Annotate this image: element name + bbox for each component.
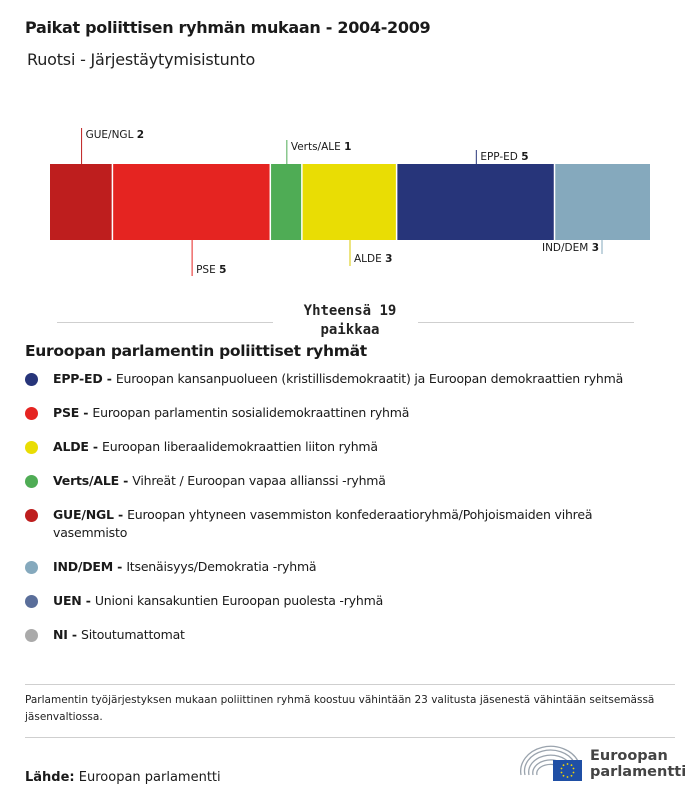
source-value: Euroopan parlamentti: [78, 770, 221, 785]
total-seats-label: [275, 302, 425, 340]
legend-dot-icon: [25, 561, 38, 574]
source-label: Lähde:: [25, 770, 75, 785]
legend-description: Sitoutumattomat: [81, 627, 185, 642]
legend-abbr: IND/DEM -: [53, 559, 127, 574]
legend-abbr: Verts/ALE -: [53, 473, 133, 488]
bar-label-alde: ALDE 3: [354, 253, 393, 265]
legend-description: Itsenäisyys/Demokratia -ryhmä: [126, 559, 317, 574]
footnote: Parlamentin työjärjestyksen mukaan poliittinen ryhmä koostuu vähintään 23 valitusta jäsenestä vähintään seitsemässä jäsenvaltiossa.: [25, 694, 655, 723]
logo-line2: parlamentti: [590, 764, 687, 780]
bar-label-gue-ngl: GUE/NGL 2: [85, 129, 145, 141]
legend-description: Euroopan kansanpuolueen (kristillisdemokraatit) ja Euroopan demokraattien ryhmä: [115, 371, 624, 386]
source: [25, 770, 221, 785]
logo-line1: Euroopan: [590, 748, 668, 764]
legend-dot-icon: [25, 509, 38, 522]
chart-title: Paikat poliittisen ryhmän mukaan - 2004-2009: [25, 18, 431, 37]
total-rule-right: [418, 322, 634, 323]
legend-abbr: NI -: [53, 627, 82, 642]
bar-segment-ind-dem: [555, 164, 650, 240]
bar-segment-gue-ngl: [50, 164, 112, 240]
legend-dot-icon: [25, 441, 38, 454]
legend-title: Euroopan parlamentin poliittiset ryhmät: [25, 342, 367, 360]
bar-segment-pse: [113, 164, 269, 240]
note-rule-bottom: [25, 737, 675, 738]
total-seats-line2: paikkaa: [320, 322, 380, 338]
legend-abbr: EPP-ED -: [53, 371, 116, 386]
bar-label-ind-dem: IND/DEM 3: [541, 242, 599, 254]
chart-subtitle: Ruotsi - Järjestäytymisistunto: [27, 50, 256, 69]
bar-segment-epp-ed: [397, 164, 553, 240]
legend-abbr: ALDE -: [53, 439, 103, 454]
total-rule-left: [57, 322, 273, 323]
hemicycle-flag-icon: [518, 745, 584, 785]
legend: [25, 370, 665, 660]
ep-logo: [518, 745, 688, 785]
note-rule-top: [25, 684, 675, 685]
legend-dot-icon: [25, 629, 38, 642]
legend-item: [25, 506, 665, 542]
total-seats-line1: Yhteensä 19: [303, 303, 397, 319]
legend-item: [25, 626, 665, 644]
bar-segment-alde: [303, 164, 396, 240]
legend-description: Euroopan liberaalidemokraattien liiton ryhmä: [102, 439, 378, 454]
legend-item: [25, 438, 665, 456]
legend-item: [25, 558, 665, 576]
legend-abbr: PSE -: [53, 405, 93, 420]
legend-description: Unioni kansakuntien Euroopan puolesta -ryhmä: [94, 593, 384, 608]
legend-description: Euroopan yhtyneen vasemmiston konfederaatioryhmä/Pohjoismaiden vihreä vasemmisto: [53, 507, 593, 540]
bar-label-pse: PSE 5: [196, 264, 227, 276]
legend-dot-icon: [25, 373, 38, 386]
legend-description: Euroopan parlamentin sosialidemokraattinen ryhmä: [92, 405, 410, 420]
legend-abbr: GUE/NGL -: [53, 507, 128, 522]
legend-dot-icon: [25, 595, 38, 608]
legend-description: Vihreät / Euroopan vapaa allianssi -ryhmä: [132, 473, 386, 488]
legend-item: [25, 592, 665, 610]
bar-label-verts-ale: Verts/ALE 1: [290, 141, 352, 153]
bar-label-epp-ed: EPP-ED 5: [480, 151, 529, 163]
legend-item: [25, 404, 665, 422]
legend-item: [25, 370, 665, 388]
logo-text: [590, 748, 686, 780]
legend-dot-icon: [25, 407, 38, 420]
legend-item: [25, 472, 665, 490]
seat-bar-chart: [0, 110, 700, 290]
legend-dot-icon: [25, 475, 38, 488]
legend-abbr: UEN -: [53, 593, 95, 608]
bar-segment-verts-ale: [271, 164, 301, 240]
